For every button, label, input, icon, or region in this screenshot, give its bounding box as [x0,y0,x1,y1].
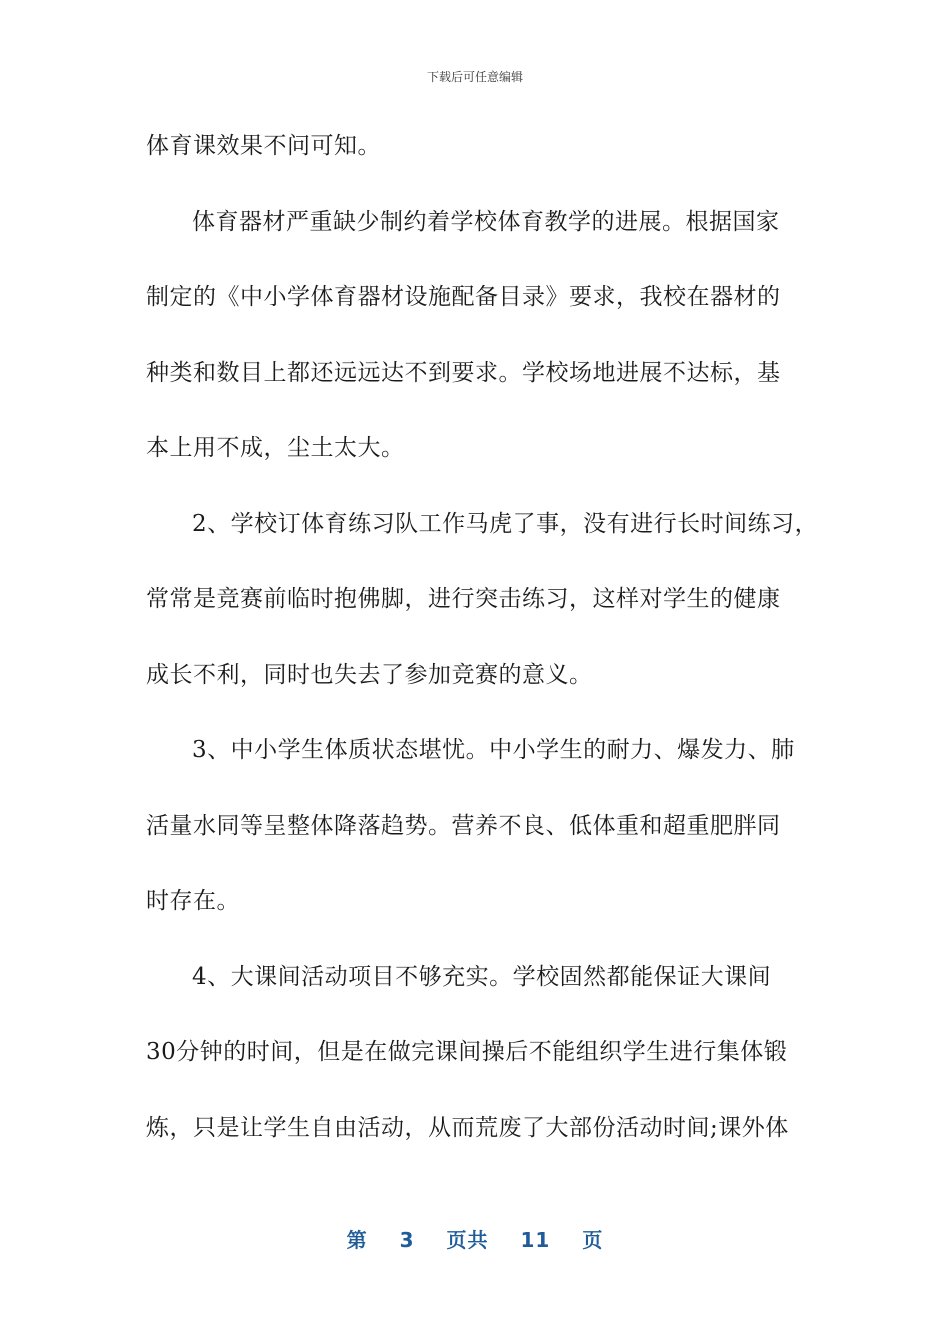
text-line: 体育器材严重缺少制约着学校体育教学的进展。根据国家 [192,208,780,235]
text-line: 本上用不成，尘土太大。 [146,435,405,461]
page-footer [0,1224,950,1253]
text-line: 时存在。 [146,888,240,914]
text-line: 活量水同等呈整体降落趋势。营养不良、低体重和超重肥胖同 [146,812,781,839]
page-label-suffix: 页 [582,1228,604,1252]
text-line: 3、中小学生体质状态堪忧。中小学生的耐力、爆发力、肺 [192,737,795,763]
text-line: 2、学校订体育练习队工作马虎了事，没有进行长时间练习， [192,510,819,537]
text-line: 30分钟的时间，但是在做完课间操后不能组织学生进行集体锻 [146,1039,788,1065]
page-label-middle: 页共 [446,1228,489,1252]
text-line: 制定的《中小学体育器材设施配备目录》要求，我校在器材的 [146,284,781,310]
text-line: 炼，只是让学生自由活动，从而荒废了大部份活动时间;课外体 [146,1114,789,1141]
header-note: 下载后可任意编辑 [426,70,523,84]
page-number: 3 [399,1228,415,1252]
text-line: 常常是竞赛前临时抱佛脚，进行突击练习，这样对学生的健康 [146,586,781,612]
text-line: 4、大课间活动项目不够充实。学校固然都能保证大课间 [192,963,772,990]
document-body [146,120,826,1177]
text-line: 体育课效果不问可知。 [146,133,381,159]
page-label-prefix: 第 [346,1228,368,1252]
text-line: 种类和数目上都还远远达不到要求。学校场地进展不达标，基 [146,359,781,386]
text-line: 成长不利，同时也失去了参加竞赛的意义。 [146,661,593,688]
total-pages: 11 [520,1228,551,1252]
